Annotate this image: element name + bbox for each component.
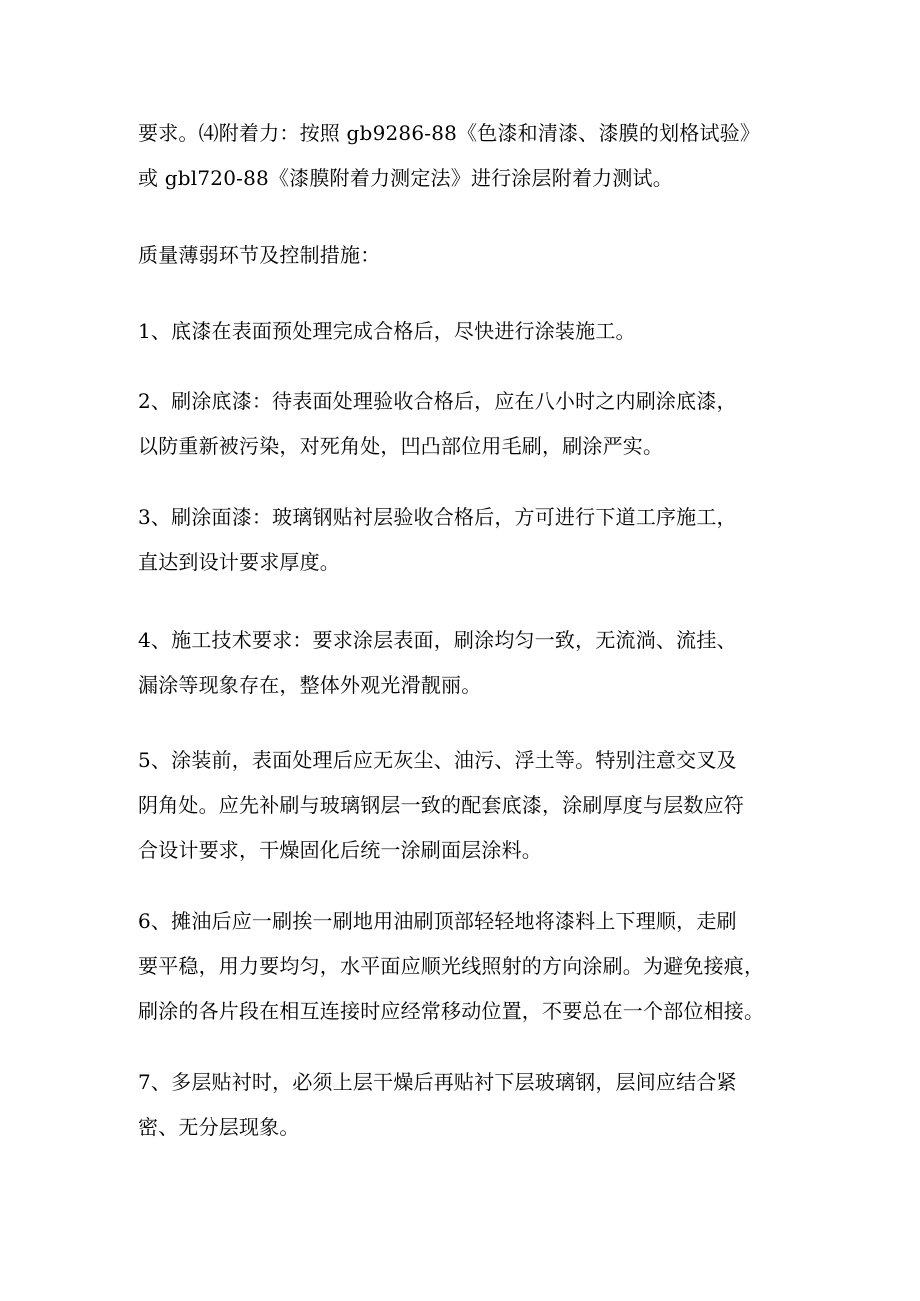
- text-line: 或 gbl720-88《漆膜附着力测定法》进行涂层附着力测试。: [138, 166, 673, 190]
- text-line: 要求。⑷附着力：按照 gb9286-88《色漆和清漆、漆膜的划格试验》: [138, 121, 761, 145]
- text-line: 5、涂装前，表面处理后应无灰尘、油污、浮土等。特别注意交叉及: [138, 748, 737, 772]
- text-line: 1、底漆在表面预处理完成合格后，尽快进行涂装施工。: [138, 319, 636, 343]
- text-line: 质量薄弱环节及控制措施：: [138, 243, 381, 267]
- list-item-2: [138, 379, 798, 469]
- text-line: 以防重新被污染，对死角处，凹凸部位用毛刷，刷涂严实。: [138, 434, 664, 458]
- list-item-1: [138, 309, 798, 354]
- text-line: 阴角处。应先补刷与玻璃钢层一致的配套底漆，涂刷厚度与层数应符: [138, 793, 744, 817]
- text-line: 6、摊油后应一刷挨一刷地用油刷顶部轻轻地将漆料上下理顺，走刷: [138, 909, 737, 933]
- list-item-6: [138, 899, 798, 1034]
- text-line: 4、施工技术要求：要求涂层表面，刷涂均匀一致，无流淌、流挂、: [138, 628, 737, 652]
- list-item-7: [138, 1060, 798, 1150]
- text-line: 合设计要求，干燥固化后统一涂刷面层涂料。: [138, 838, 542, 862]
- text-line: 7、多层贴衬时，必须上层干燥后再贴衬下层玻璃钢，层间应结合紧: [138, 1070, 737, 1094]
- text-line: 刷涂的各片段在相互连接时应经常移动位置，不要总在一个部位相接。: [138, 999, 765, 1023]
- text-line: 3、刷涂面漆：玻璃钢贴衬层验收合格后，方可进行下道工序施工，: [138, 505, 737, 529]
- text-line: 要平稳，用力要均匀，水平面应顺光线照射的方向涂刷。为避免接痕，: [138, 954, 765, 978]
- text-line: 密、无分层现象。: [138, 1115, 300, 1139]
- paragraph-adhesion-test: [138, 111, 798, 201]
- list-item-3: [138, 495, 798, 585]
- text-line: 漏涂等现象存在，整体外观光滑靓丽。: [138, 673, 482, 697]
- text-line: 2、刷涂底漆：待表面处理验收合格后，应在八小时之内刷涂底漆，: [138, 389, 737, 413]
- list-item-4: [138, 618, 798, 708]
- list-item-5: [138, 738, 798, 873]
- section-heading-quality-control: [138, 233, 798, 278]
- text-line: 直达到设计要求厚度。: [138, 550, 340, 574]
